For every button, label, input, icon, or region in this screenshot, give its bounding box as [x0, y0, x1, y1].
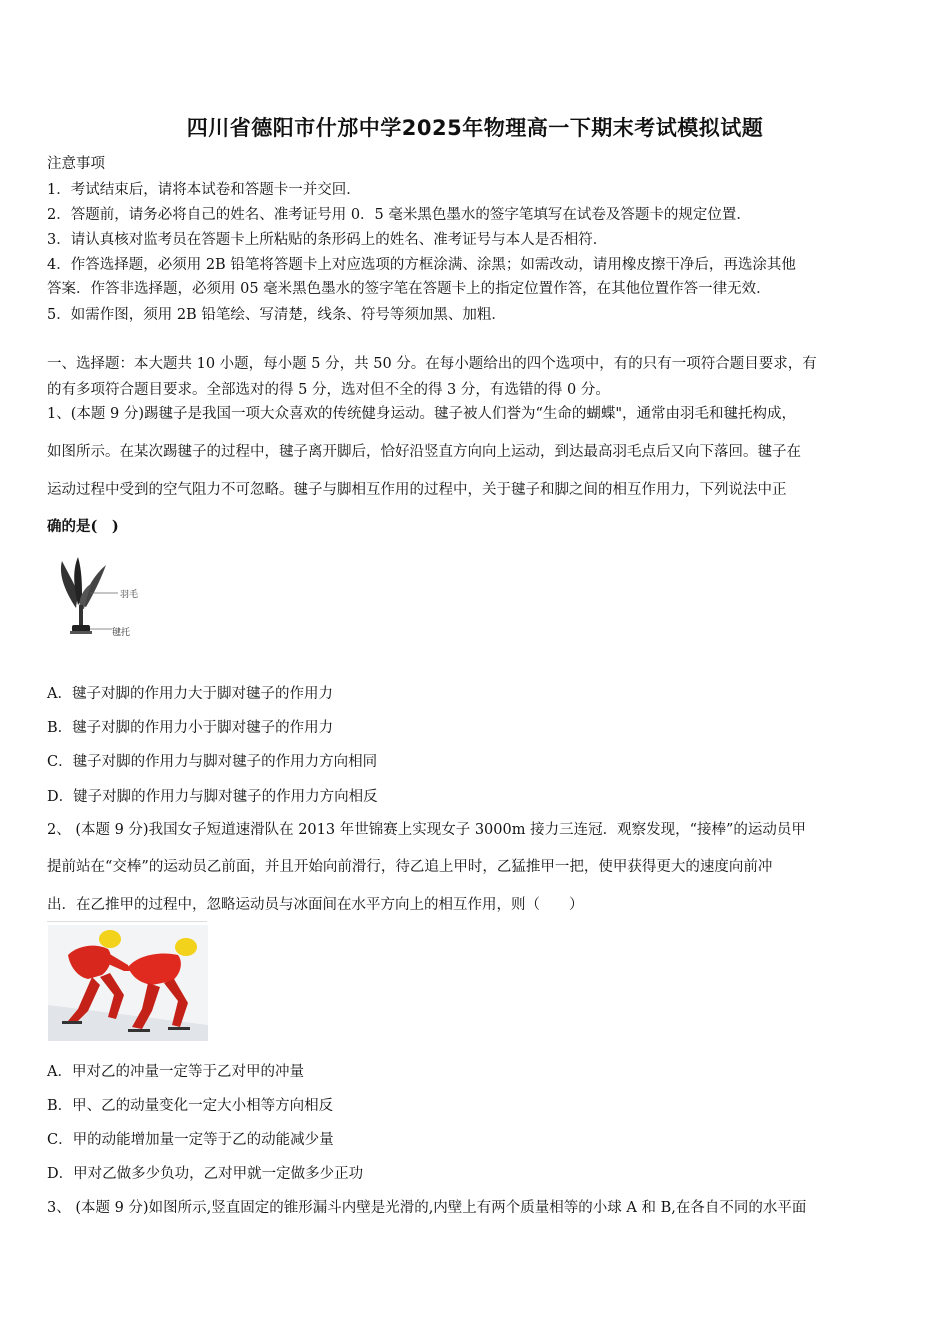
notice-item-5: 5．如需作图，须用 2B 铅笔绘、写清楚，线条、符号等须加黑、加粗． [47, 307, 506, 323]
speed-skaters-photo [48, 925, 208, 1041]
figure-divider [47, 921, 207, 922]
q3-stem-line1: 3、 (本题 9 分)如图所示,竖直固定的锥形漏斗内壁是光滑的,内壁上有两个质量相等的小球 A 和 B,在各自不同的水平面 [47, 1200, 807, 1216]
q2-stem-line1: 2、 (本题 9 分)我国女子短道速滑队在 2013 年世锦赛上实现女子 3000m 接力三连冠．观察发现，“接棒”的运动员甲 [47, 822, 806, 838]
feather-image [61, 557, 106, 627]
q2-option-b: B．甲、乙的动量变化一定大小相等方向相反 [47, 1098, 334, 1114]
notice-item-4: 4．作答选择题，必须用 2B 铅笔将答题卡上对应选项的方框涂满、涂黑；如需改动，请用橡皮擦干净后，再选涂其他 [47, 257, 796, 273]
shuttlecock-base-image [70, 625, 92, 634]
q2-stem-line3: 出．在乙推甲的过程中，忽略运动员与冰面间在水平方向上的相互作用，则（ ） [47, 897, 584, 913]
q2-option-a: A．甲对乙的冲量一定等于乙对甲的冲量 [47, 1064, 304, 1080]
section-instructions-line1: 一、选择题：本大题共 10 小题，每小题 5 分，共 50 分。在每小题给出的四个选项中，有的只有一项符合题目要求，有 [47, 356, 817, 372]
notice-item-1: 1．考试结束后，请将本试卷和答题卡一并交回． [47, 182, 361, 198]
shuttlecock-figure [48, 553, 148, 643]
q1-stem-line1: 1、(本题 9 分)踢毽子是我国一项大众喜欢的传统健身运动。毽子被人们誉为“生命的蝴蝶"，通常由羽毛和毽托构成， [47, 406, 797, 422]
section-instructions-line2: 的有多项符合题目要求。全部选对的得 5 分，选对但不全的得 3 分，有选错的得 0 分。 [47, 382, 610, 398]
q1-option-c: C．毽子对脚的作用力与脚对毽子的作用力方向相同 [47, 754, 378, 770]
q2-option-d: D．甲对乙做多少负功，乙对甲就一定做多少正功 [47, 1166, 364, 1182]
feather-label: 羽毛 [120, 590, 139, 600]
q1-stem-line2: 如图所示。在某次踢毽子的过程中，毽子离开脚后，恰好沿竖直方向向上运动，到达最高羽毛点后又向下落回。毽子在 [47, 444, 801, 460]
q2-option-c: C．甲的动能增加量一定等于乙的动能减少量 [47, 1132, 334, 1148]
q1-stem-line4: 确的是( ) [47, 518, 119, 535]
q1-stem-line3: 运动过程中受到的空气阻力不可忽略。毽子与脚相互作用的过程中，关于毽子和脚之间的相互作用力，下列说法中正 [47, 482, 787, 498]
page-title: 四川省德阳市什邡中学2025年物理高一下期末考试模拟试题 [186, 116, 764, 140]
notice-item-3: 3．请认真核对监考员在答题卡上所粘贴的条形码上的姓名、准考证号与本人是否相符． [47, 232, 608, 248]
notice-item-4-cont: 答案．作答非选择题，必须用 05 毫米黑色墨水的签字笔在答题卡上的指定位置作答，在其他位置作答一律无效． [47, 281, 771, 297]
notice-heading: 注意事项 [47, 156, 105, 172]
q2-stem-line2: 提前站在“交棒”的运动员乙前面，并且开始向前滑行，待乙追上甲时，乙猛推甲一把，使甲获得更大的速度向前冲 [47, 859, 773, 875]
q1-option-a: A．毽子对脚的作用力大于脚对毽子的作用力 [47, 686, 333, 702]
q1-option-d: D．键子对脚的作用力与脚对毽子的作用力方向相反 [47, 789, 378, 805]
q1-option-b: B．毽子对脚的作用力小于脚对毽子的作用力 [47, 720, 334, 736]
notice-item-2: 2．答题前，请务必将自己的姓名、准考证号用 0．5 毫米黑色墨水的签字笔填写在试卷及答题卡的规定位置． [47, 207, 751, 223]
base-label: 毽托 [112, 628, 131, 638]
